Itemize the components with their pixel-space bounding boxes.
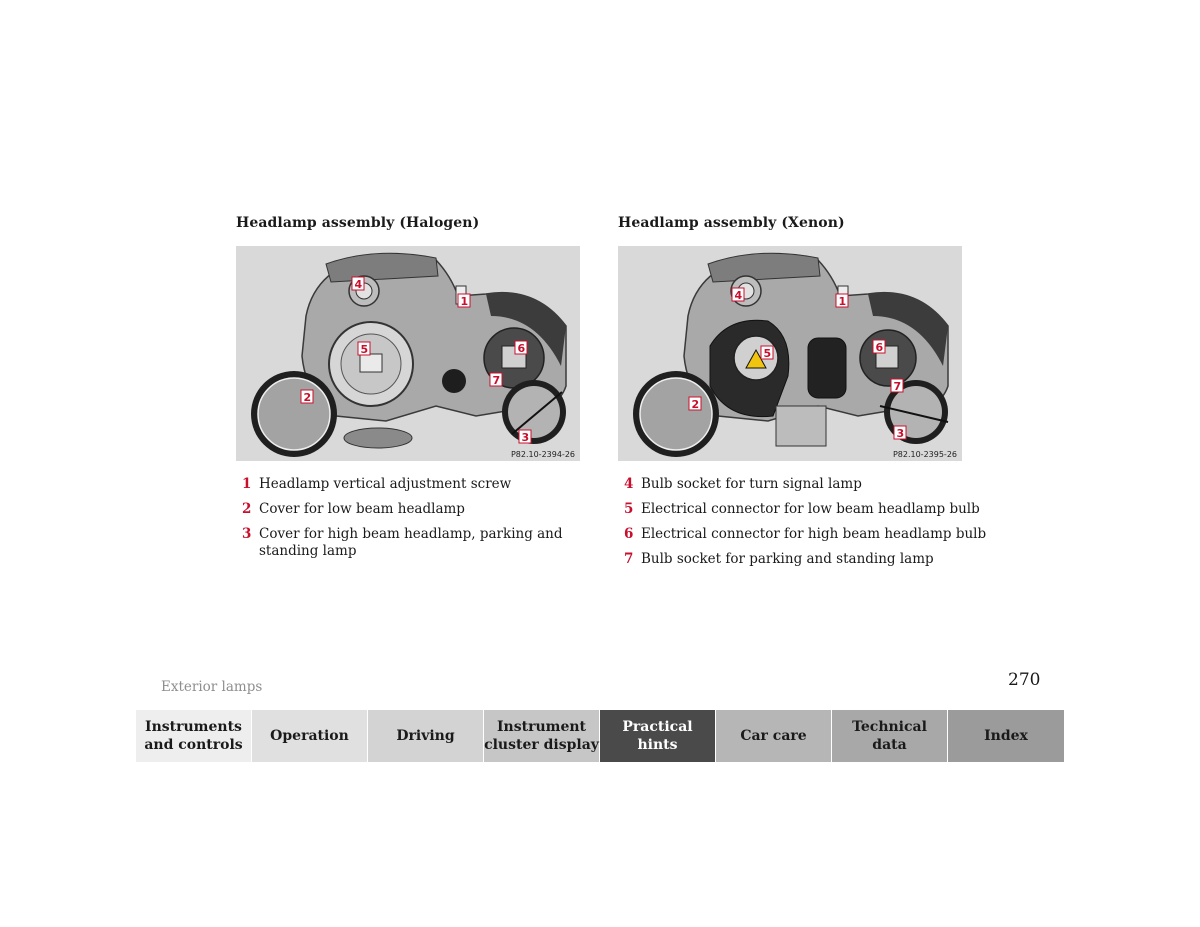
- legend-item: 7 Bulb socket for parking and standing lamp: [624, 551, 934, 567]
- tab-instrument-cluster-display[interactable]: Instrument cluster display: [484, 710, 600, 762]
- svg-text:7: 7: [893, 380, 902, 393]
- callout-6: [515, 341, 527, 355]
- svg-text:1: 1: [460, 295, 469, 308]
- svg-text:2: 2: [303, 391, 312, 404]
- figure-code: P82.10-2394-26: [510, 450, 575, 459]
- callout-3: [894, 426, 906, 440]
- svg-text:4: 4: [354, 278, 363, 291]
- callout-6: [873, 340, 885, 354]
- callout-5: [358, 342, 370, 356]
- callout-4: [352, 277, 364, 291]
- svg-text:5: 5: [360, 343, 369, 356]
- xenon-legend: [618, 476, 998, 576]
- svg-text:1: 1: [838, 295, 847, 308]
- callout-3: [519, 430, 531, 444]
- svg-text:4: 4: [734, 289, 743, 302]
- legend-item: 2 Cover for low beam headlamp: [242, 501, 465, 517]
- tab-practical-hints[interactable]: Practical hints: [600, 710, 716, 762]
- legend-item: 6 Electrical connector for high beam headlamp bulb: [624, 526, 987, 542]
- svg-text:6: 6: [875, 341, 884, 354]
- callout-7: [891, 379, 903, 393]
- svg-text:3: 3: [896, 427, 905, 440]
- xenon-heading: Headlamp assembly (Xenon): [618, 215, 845, 231]
- svg-text:7: 7: [492, 374, 501, 387]
- tab-car-care[interactable]: Car care: [716, 710, 832, 762]
- callout-4: [732, 288, 744, 302]
- xenon-headlamp-illustration: [618, 246, 962, 461]
- callout-1: [836, 294, 848, 308]
- tab-instruments-and-controls[interactable]: Instruments and controls: [136, 710, 252, 762]
- callout-7: [490, 373, 502, 387]
- tab-technical-data[interactable]: Technical data: [832, 710, 948, 762]
- callout-5: [761, 346, 773, 360]
- legend-item: 4 Bulb socket for turn signal lamp: [624, 476, 862, 492]
- halogen-heading: Headlamp assembly (Halogen): [236, 215, 480, 231]
- tab-index[interactable]: Index: [948, 710, 1064, 762]
- callout-1: [458, 294, 470, 308]
- svg-text:3: 3: [521, 431, 530, 444]
- legend-item: 3 Cover for high beam headlamp, parking and standing lamp: [242, 526, 563, 559]
- tab-driving[interactable]: Driving: [368, 710, 484, 762]
- tab-operation[interactable]: Operation: [252, 710, 368, 762]
- halogen-headlamp-illustration: [236, 246, 580, 461]
- figure-code: P82.10-2395-26: [892, 450, 957, 459]
- halogen-legend: [236, 476, 576, 568]
- section-label: Exterior lamps: [161, 679, 263, 695]
- svg-text:2: 2: [691, 398, 700, 411]
- legend-item: 5 Electrical connector for low beam headlamp bulb: [624, 501, 980, 517]
- legend-item: 1 Headlamp vertical adjustment screw: [242, 476, 512, 492]
- callout-2: [689, 397, 701, 411]
- callout-2: [301, 390, 313, 404]
- page-number: 270: [1008, 670, 1041, 690]
- chapter-nav: [136, 710, 1064, 762]
- svg-text:5: 5: [763, 347, 772, 360]
- svg-text:6: 6: [517, 342, 526, 355]
